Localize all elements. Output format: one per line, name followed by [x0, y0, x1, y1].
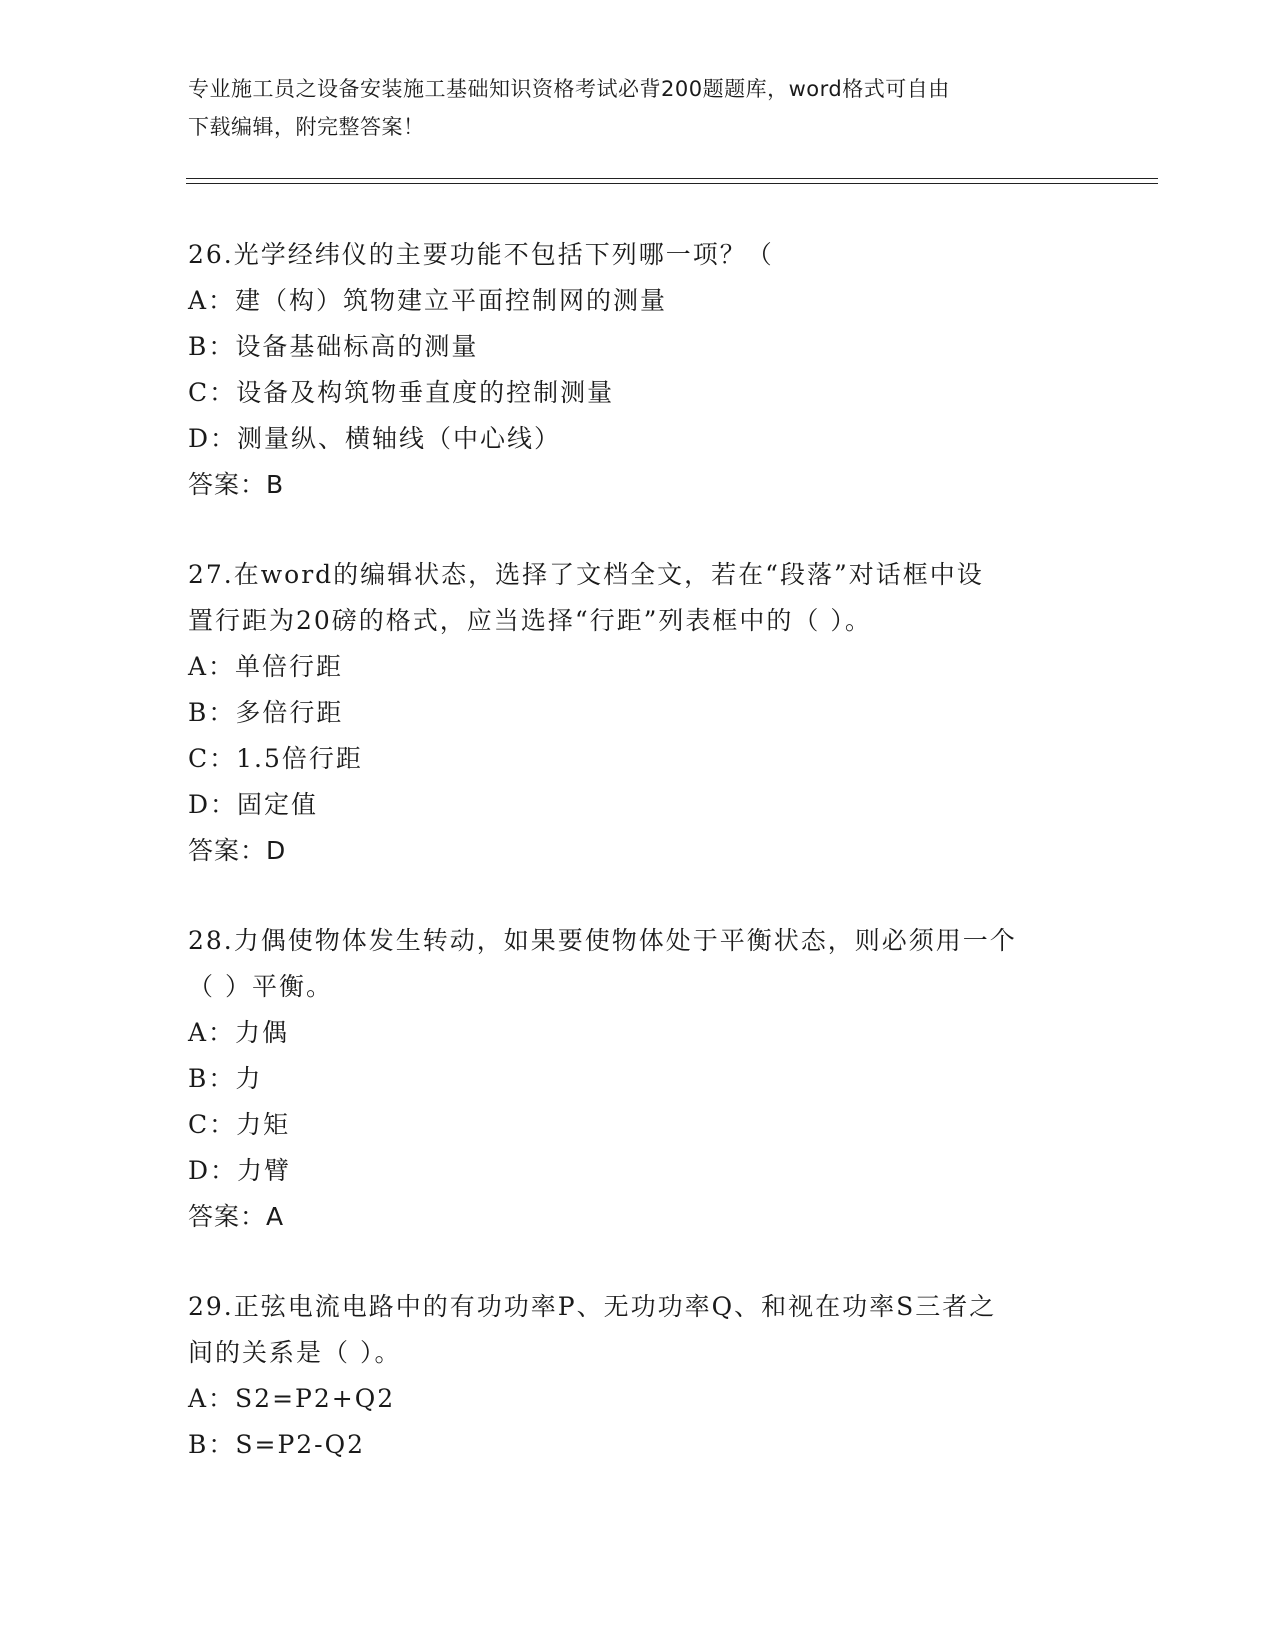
option-d: D：固定值	[188, 790, 319, 819]
option-b: B：力	[188, 1064, 263, 1093]
document-header	[188, 70, 1088, 146]
option-c: C：设备及构筑物垂直度的控制测量	[188, 378, 615, 407]
option-c: C：力矩	[188, 1110, 291, 1139]
header-divider-top	[186, 178, 1158, 179]
question-list	[188, 232, 1088, 1512]
header-divider-bottom	[186, 183, 1158, 184]
question-26	[188, 232, 1088, 508]
question-title: 26.光学经纬仪的主要功能不包括下列哪一项？（	[188, 240, 774, 269]
option-a: A：S2=P2+Q2	[188, 1384, 396, 1413]
question-28	[188, 918, 1088, 1240]
question-27	[188, 552, 1088, 874]
question-title: 28.力偶使物体发生转动，如果要使物体处于平衡状态，则必须用一个	[188, 926, 1017, 955]
question-title: 27.在word的编辑状态，选择了文档全文，若在“段落”对话框中设	[188, 560, 984, 589]
option-d: D：测量纵、横轴线（中心线）	[188, 424, 562, 453]
answer: 答案：A	[188, 1202, 285, 1231]
answer: 答案：D	[188, 836, 287, 865]
option-c: C：1.5倍行距	[188, 744, 363, 773]
option-b: B：S=P2-Q2	[188, 1430, 366, 1459]
question-title: 29.正弦电流电路中的有功功率P、无功功率Q、和视在功率S三者之	[188, 1292, 997, 1321]
option-a: A：单倍行距	[188, 652, 344, 681]
option-d: D：力臂	[188, 1156, 292, 1185]
option-b: B：设备基础标高的测量	[188, 332, 479, 361]
option-a: A：建（构）筑物建立平面控制网的测量	[188, 286, 668, 315]
option-b: B：多倍行距	[188, 698, 344, 727]
answer: 答案：B	[188, 470, 285, 499]
question-title-cont: 间的关系是（ ）。	[188, 1338, 402, 1367]
option-a: A：力偶	[188, 1018, 290, 1047]
question-title-cont: （ ）平衡。	[188, 972, 333, 1001]
header-line-1: 专业施工员之设备安装施工基础知识资格考试必背200题题库，word格式可自由	[188, 77, 950, 101]
question-title-cont: 置行距为20磅的格式，应当选择“行距”列表框中的（ ）。	[188, 606, 872, 635]
question-29	[188, 1284, 1088, 1468]
header-line-2: 下载编辑，附完整答案！	[188, 115, 425, 139]
